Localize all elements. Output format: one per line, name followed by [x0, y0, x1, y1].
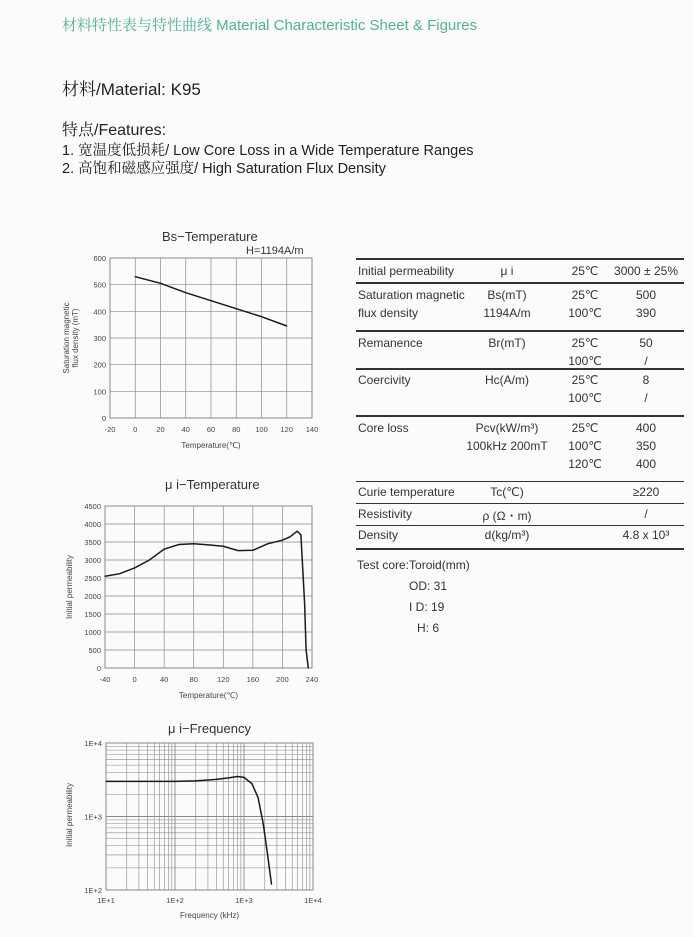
x-tick-label: 120 — [280, 425, 294, 434]
x-tick-label: 20 — [156, 425, 165, 434]
bs-point — [160, 283, 161, 284]
y-tick-label: 100 — [93, 387, 106, 397]
mu-temp-point — [252, 550, 253, 551]
property-temperature: 100℃ — [568, 439, 602, 453]
mu-temp-point — [119, 573, 120, 574]
bs-point — [286, 325, 287, 326]
property-value: 390 — [635, 306, 657, 320]
y-tick-label: 3000 — [84, 556, 101, 565]
property-symbol: μ i — [500, 264, 514, 278]
property-symbol: 1194A/m — [483, 306, 531, 320]
features-title: 特点/Features: — [62, 122, 167, 139]
y-tick-label: 500 — [88, 646, 101, 655]
x-tick-label: 0 — [133, 425, 138, 434]
bs-temperature-annotation: H=1194A/m — [246, 245, 304, 257]
property-temperature: 100℃ — [568, 391, 602, 405]
plot-frame — [105, 506, 312, 668]
x-axis-label: Temperature(℃) — [178, 691, 239, 700]
material-name: 材料/Material: K95 — [62, 80, 201, 99]
y-tick-label: 0 — [101, 414, 106, 423]
table-rule — [356, 330, 684, 332]
property-symbol: Tc(℃) — [490, 485, 524, 499]
property-value: 400 — [635, 457, 657, 471]
x-tick-label: 100 — [255, 425, 268, 434]
y-tick-label: 4000 — [84, 520, 101, 529]
page-header: 材料特性表与特性曲线 Material Characteristic Sheet & Figures — [62, 17, 478, 34]
y-axis-label: Initial permeability — [65, 554, 74, 620]
y-tick-label: 1E+2 — [84, 886, 102, 895]
property-value: 8 — [642, 373, 650, 387]
property-symbol: d(kg/m³) — [484, 528, 530, 542]
property-value: 400 — [635, 421, 657, 435]
property-value: ≥220 — [632, 485, 660, 499]
mu-freq-point — [195, 780, 196, 781]
x-tick-label: 1E+3 — [235, 896, 253, 905]
x-tick-label: 80 — [232, 425, 241, 434]
x-tick-label: 240 — [305, 675, 319, 684]
property-value: 3000 ± 25% — [614, 264, 678, 278]
table-rule — [356, 525, 684, 526]
permeability-temperature-title: μ i−Temperature — [165, 477, 260, 492]
permeability-frequency-title: μ i−Frequency — [168, 721, 252, 736]
mu-freq-point — [228, 777, 229, 778]
property-value: / — [644, 354, 648, 368]
mu-freq-point — [267, 854, 268, 855]
property-temperature: 25℃ — [571, 373, 599, 387]
x-tick-label: 1E+2 — [166, 896, 184, 905]
y-axis-label — [62, 302, 80, 373]
x-tick-label: 40 — [181, 425, 190, 434]
x-tick-label: 1E+1 — [97, 896, 115, 905]
y-tick-label: 2000 — [84, 592, 101, 601]
property-value: 4.8 x 10³ — [622, 528, 670, 542]
y-tick-label: 4500 — [84, 502, 101, 511]
x-tick-label: 160 — [246, 675, 260, 684]
mu-temp-point — [297, 531, 298, 532]
bs-point — [210, 300, 211, 301]
property-value: / — [644, 391, 648, 405]
property-name: Coercivity — [358, 373, 411, 387]
y-axis-label-line: flux density (mT) — [71, 308, 80, 368]
mu-temp-point — [267, 543, 268, 544]
bs-point — [236, 308, 237, 309]
property-name: Saturation magnetic — [358, 288, 465, 302]
property-temperature: 25℃ — [571, 336, 599, 350]
mu-freq-point — [271, 884, 272, 885]
property-symbol: Br(mT) — [488, 336, 526, 350]
bs-point — [135, 276, 136, 277]
test-core-id: I D: 19 — [409, 600, 445, 614]
feature-item: 2. 高饱和磁感应强度/ High Saturation Flux Density — [62, 161, 386, 177]
bs-temperature-title: Bs−Temperature — [162, 229, 258, 244]
property-name: flux density — [358, 306, 419, 320]
property-value: 350 — [635, 439, 657, 453]
mu-freq-point — [257, 797, 258, 798]
mu-temp-point — [149, 559, 150, 560]
mu-freq-point — [105, 781, 106, 782]
table-rule — [356, 548, 684, 550]
test-core-od: OD: 31 — [409, 579, 448, 593]
property-name: Resistivity — [358, 507, 413, 521]
mu-temp-point — [208, 544, 209, 545]
table-rule — [356, 258, 684, 260]
property-name: Remanence — [358, 336, 423, 350]
property-temperature: 25℃ — [571, 264, 599, 278]
y-tick-label: 300 — [93, 334, 106, 343]
x-tick-label: -40 — [99, 675, 111, 684]
property-temperature: 100℃ — [568, 306, 602, 320]
mu-temp-point — [178, 544, 179, 545]
feature-item: 1. 宽温度低损耗/ Low Core Loss in a Wide Temperature Ranges — [62, 143, 474, 159]
property-symbol: 100kHz 200mT — [466, 439, 548, 453]
x-tick-label: -20 — [104, 425, 116, 434]
property-value: 50 — [639, 336, 653, 350]
table-rule — [356, 481, 684, 482]
y-tick-label: 600 — [93, 254, 106, 263]
x-tick-label: 1E+4 — [304, 896, 322, 905]
mu-freq-point — [243, 777, 244, 778]
property-name: Core loss — [358, 421, 409, 435]
permeability-temperature-chart — [55, 498, 330, 703]
bs-temperature-chart — [55, 250, 330, 460]
property-symbol: ρ (Ω・m) — [482, 509, 532, 523]
mu-temp-point — [134, 567, 135, 568]
x-tick-label: 200 — [276, 675, 289, 684]
property-name: Density — [358, 528, 399, 542]
property-temperature: 100℃ — [568, 354, 602, 368]
property-name: Initial permeability — [358, 264, 455, 278]
property-temperature: 25℃ — [571, 288, 599, 302]
mu-temp-point — [164, 549, 165, 550]
mu-temp-point — [289, 536, 290, 537]
property-symbol: Pcv(kW/m³) — [475, 421, 539, 435]
y-tick-label: 2500 — [84, 574, 101, 583]
bs-point — [185, 292, 186, 293]
mu-freq-point — [251, 783, 252, 784]
mu-temp-point — [104, 576, 105, 577]
property-value: / — [644, 507, 648, 521]
y-tick-label: 1000 — [84, 628, 101, 637]
mu-temp-point — [300, 534, 301, 535]
property-symbol: Hc(A/m) — [485, 373, 529, 387]
y-tick-label: 1E+3 — [84, 812, 102, 822]
mu-temp-point — [282, 540, 283, 541]
table-rule — [356, 368, 684, 370]
x-axis-label: Temperature(℃) — [181, 441, 241, 450]
y-tick-label: 200 — [93, 360, 106, 370]
y-tick-label: 3500 — [84, 538, 101, 547]
mu-temp-point — [305, 649, 306, 650]
bs-point — [261, 316, 262, 317]
mu-freq-point — [263, 823, 264, 824]
table-rule — [356, 282, 684, 284]
y-tick-label: 400 — [93, 307, 106, 317]
mu-freq-point — [216, 779, 217, 780]
mu-temp-point — [308, 667, 309, 668]
y-tick-label: 500 — [93, 280, 106, 290]
x-tick-label: 140 — [305, 425, 319, 434]
y-tick-label: 1E+4 — [84, 739, 102, 748]
x-tick-label: 0 — [132, 675, 137, 684]
test-core-h: H: 6 — [417, 621, 440, 635]
y-tick-label: 0 — [96, 664, 101, 673]
mu-freq-point — [237, 776, 238, 777]
y-axis-label: Initial permeability — [65, 782, 74, 848]
mu-temp-point — [304, 603, 305, 604]
permeability-frequency-chart — [55, 735, 330, 930]
mu-temp-point — [193, 543, 194, 544]
mu-freq-point — [174, 781, 175, 782]
test-core-label: Test core:Toroid(mm) — [357, 558, 470, 572]
property-temperature: 25℃ — [571, 421, 599, 435]
properties-table — [356, 258, 684, 558]
property-value: 500 — [635, 288, 657, 302]
x-tick-label: 60 — [206, 425, 216, 434]
x-tick-label: 80 — [189, 675, 198, 684]
mu-temp-point — [237, 550, 238, 551]
y-tick-label: 1500 — [84, 610, 101, 619]
table-rule — [356, 415, 684, 417]
mu-temp-curve — [105, 531, 308, 668]
mu-temp-point — [223, 546, 224, 547]
property-name: Curie temperature — [358, 485, 455, 499]
x-axis-label: Frequency (kHz) — [179, 911, 240, 920]
x-tick-label: 40 — [159, 675, 169, 684]
y-axis-label-line: Saturation magnetic — [62, 302, 71, 374]
x-tick-label: 120 — [217, 675, 230, 684]
property-symbol: Bs(mT) — [487, 288, 527, 302]
table-rule — [356, 503, 684, 504]
property-temperature: 120℃ — [568, 457, 602, 471]
